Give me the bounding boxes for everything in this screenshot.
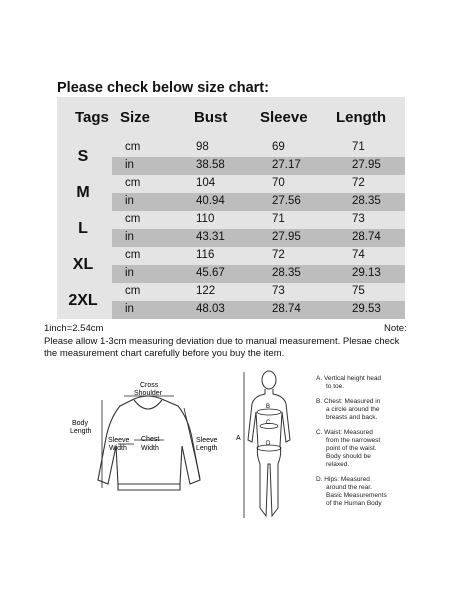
size-group-xl (57, 247, 405, 283)
cross-shoulder-label-1: Cross (140, 382, 159, 389)
unit-cell: in (125, 231, 134, 243)
unit-cell: cm (125, 177, 141, 189)
sleeve-cell: 70 (272, 177, 285, 189)
legend-b-2: a circle around the (326, 406, 380, 413)
legend-d-2: around the rear. (326, 484, 372, 491)
figure-head (262, 371, 276, 389)
note-line-2: the measurement chart carefully before you buy the item. (44, 348, 285, 359)
bust-cell: 110 (196, 213, 215, 225)
legend-c-5: relaxed. (326, 461, 350, 468)
size-chart-table (57, 97, 405, 319)
sleeve-width-label-1: Sleeve (108, 437, 130, 444)
body-measurement-figure (236, 368, 306, 524)
unit-cell: in (125, 267, 134, 279)
table-row-in (112, 193, 405, 211)
bust-cell: 43.31 (196, 231, 225, 243)
unit-cell: in (125, 303, 134, 315)
sleeve-length-label-2: Length (196, 445, 218, 452)
length-cell: 29.13 (352, 267, 381, 279)
length-cell: 27.95 (352, 159, 381, 171)
sweater-hem (118, 484, 180, 490)
conversion-note: 1inch=2.54cm (44, 323, 104, 334)
figure-letter-d: D (266, 441, 271, 447)
legend-b-3: breasts and back. (326, 414, 378, 421)
size-group-s (57, 139, 405, 175)
size-tag: M (76, 184, 90, 201)
sleeve-cell: 71 (272, 213, 285, 225)
length-cell: 29.53 (352, 303, 381, 315)
chest-width-label-1: Chest (141, 436, 160, 443)
chest-width-label-2: Width (141, 445, 159, 452)
unit-cell: in (125, 159, 134, 171)
bust-cell: 98 (196, 141, 209, 153)
figure-letter-c: C (266, 420, 271, 426)
sweater-hood (134, 400, 162, 409)
figure-letter-b: B (266, 404, 271, 410)
table-row-cm (112, 139, 405, 157)
table-header (57, 97, 405, 139)
sleeve-cell: 27.95 (272, 231, 301, 243)
legend-d-4: of the Human Body (326, 500, 382, 507)
unit-cell: cm (125, 249, 141, 261)
length-cell: 28.74 (352, 231, 381, 243)
table-row-in (112, 301, 405, 319)
length-cell: 28.35 (352, 195, 381, 207)
bust-cell: 116 (196, 249, 215, 261)
header-tags: Tags (75, 109, 109, 126)
header-length: Length (336, 109, 386, 126)
body-length-label-2: Length (70, 428, 92, 435)
page-title: Please check below size chart: (57, 80, 269, 96)
length-cell: 75 (352, 285, 365, 297)
table-row-in (112, 229, 405, 247)
legend-d-1: D. Hips: Measured (316, 476, 370, 483)
table-row-cm (112, 211, 405, 229)
sweater-measurement-diagram (60, 378, 235, 498)
bust-cell: 48.03 (196, 303, 225, 315)
table-row-in (112, 157, 405, 175)
unit-cell: in (125, 195, 134, 207)
sleeve-cell: 27.56 (272, 195, 301, 207)
size-group-l (57, 211, 405, 247)
size-group-m (57, 175, 405, 211)
size-tag: L (78, 220, 88, 237)
bust-cell: 45.67 (196, 267, 225, 279)
figure-letter-a: A (236, 435, 241, 442)
unit-cell: cm (125, 213, 141, 225)
legend-c-2: from the narrowest (326, 437, 381, 444)
body-measurement-legend (314, 372, 424, 532)
sleeve-cell: 28.74 (272, 303, 301, 315)
legend-c-4: Body should be (326, 453, 371, 460)
size-tag: S (77, 148, 89, 165)
sleeve-width-label-2: Width (109, 445, 127, 452)
legend-a-2: to toe. (326, 383, 345, 390)
size-group-2xl (57, 283, 405, 319)
size-tag: 2XL (68, 292, 98, 309)
legend-d-3: Basic Measurements (326, 492, 387, 499)
sleeve-cell: 73 (272, 285, 285, 297)
legend-c-3: point of the waist. (326, 445, 377, 452)
sleeve-cell: 28.35 (272, 267, 301, 279)
table-row-cm (112, 247, 405, 265)
legend-a-1: A. Vertical height head (316, 375, 382, 382)
legend-c-1: C. Waist: Measured (316, 429, 373, 436)
header-sleeve: Sleeve (260, 109, 308, 126)
legend-b-1: B. Chest: Measured in (316, 398, 381, 405)
sleeve-cell: 72 (272, 249, 285, 261)
sleeve-length-label-1: Sleeve (196, 437, 218, 444)
unit-cell: cm (125, 285, 141, 297)
body-length-label-1: Body (72, 420, 88, 427)
sleeve-cell: 27.17 (272, 159, 301, 171)
table-row-cm (112, 175, 405, 193)
length-cell: 71 (352, 141, 365, 153)
size-tag: XL (72, 256, 94, 273)
note-label: Note: (384, 323, 407, 334)
bust-cell: 40.94 (196, 195, 225, 207)
table-row-cm (112, 283, 405, 301)
sleeve-cell: 69 (272, 141, 285, 153)
length-cell: 72 (352, 177, 365, 189)
unit-cell: cm (125, 141, 141, 153)
table-row-in (112, 265, 405, 283)
length-cell: 73 (352, 213, 365, 225)
bust-cell: 38.58 (196, 159, 225, 171)
cross-shoulder-label-2: Shoulder (134, 390, 163, 397)
length-cell: 74 (352, 249, 365, 261)
header-size: Size (120, 109, 151, 126)
bust-cell: 104 (196, 177, 216, 189)
header-bust: Bust (194, 109, 228, 126)
note-line-1: Please allow 1-3cm measuring deviation due to manual measurement. Plesae check (44, 336, 400, 347)
bust-cell: 122 (196, 285, 216, 297)
